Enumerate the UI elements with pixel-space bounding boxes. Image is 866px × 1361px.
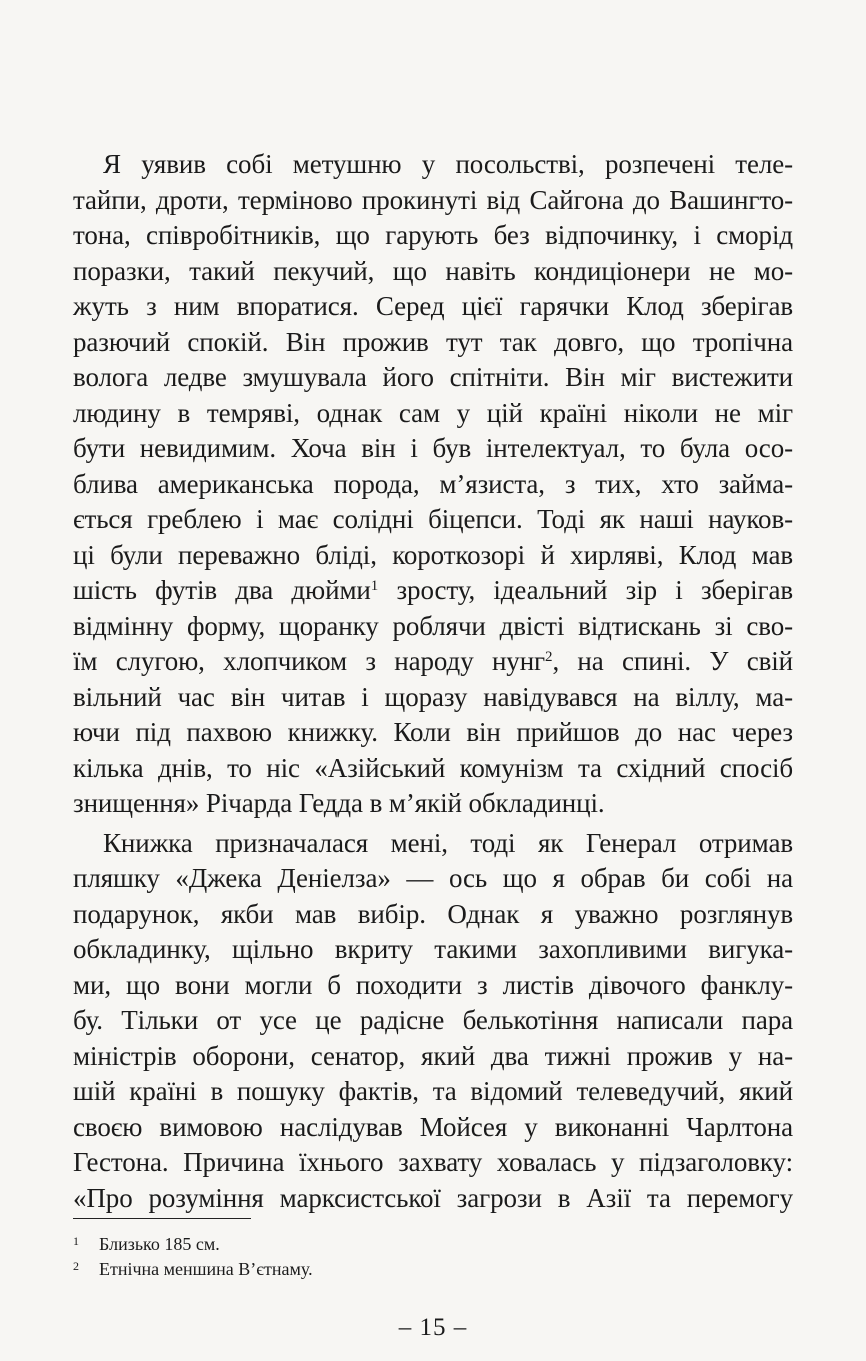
- text-line: [73, 573, 793, 609]
- text-line: подарунок, якби мав вибір. Однак я уважно розглянув: [73, 898, 793, 929]
- text-line: бу. Тільки от усе це радісне белькотіння написали пара: [73, 1005, 793, 1035]
- footnote-text: Близько 185 см.: [99, 1234, 220, 1254]
- text-line: бути невидимим. Хоча він і був інтелектуал, то була осо-: [73, 433, 793, 463]
- text-line: тона, співробітників, що гарують без відпочинку, і сморід: [73, 220, 793, 250]
- text-line: «Про розуміння марксистської загрози в Азії та перемогу: [73, 1182, 793, 1213]
- text-line: Гестона. Причина їхнього захвату ховалась у підзаголовку:: [73, 1147, 793, 1177]
- text-fragment: зросту, ідеальний зір і зберігав: [378, 575, 793, 605]
- footnote-number: 2: [73, 1259, 79, 1273]
- text-line: вільний час він читав і щоразу навідувався на віллу, ма-: [73, 681, 793, 712]
- footnote-divider: [73, 1218, 251, 1219]
- text-line: знищення» Річарда Гедда в м’якій обкладинці.: [73, 788, 605, 818]
- text-line: [73, 644, 793, 680]
- footnote-ref-2[interactable]: 2: [545, 649, 553, 665]
- text-line: ючи під пахвою книжку. Коли він прийшов до нас через: [73, 717, 793, 747]
- text-line: шій країні в пошуку фактів, та відомий телеведучий, який: [73, 1076, 793, 1106]
- text-line: блива американська порода, м’язиста, з тих, хто займа-: [73, 468, 793, 499]
- text-line: тайпи, дроти, терміново прокинуті від Сайгона до Вашингто-: [73, 184, 793, 215]
- text-line: Я уявив собі метушню у посольстві, розпечені теле-: [103, 149, 793, 179]
- text-line: ється греблею і має солідні біцепси. Тоді як наші науков-: [73, 504, 793, 534]
- footnote-text: Етнічна меншина В’єтнаму.: [99, 1259, 313, 1279]
- text-fragment: , на спині. У свій: [552, 646, 794, 676]
- text-line: волога ледве змушувала його спітніти. Він міг вистежити: [73, 362, 793, 392]
- text-line: людину в темряві, однак сам у цій країні ніколи не міг: [73, 397, 793, 428]
- paragraph-1: [73, 147, 793, 822]
- text-fragment: шість футів два дюйми: [73, 575, 371, 605]
- footnote-2: [73, 1257, 793, 1282]
- page-body: [73, 147, 793, 1216]
- text-line: обкладинку, щільно вкриту такими захопливими вигука-: [73, 934, 793, 964]
- text-fragment: їм слугою, хлопчиком з народу нунг: [73, 646, 546, 676]
- text-line: ми, що вони могли б походити з листів дівочого фанклу-: [73, 969, 793, 1000]
- text-line: пляшку «Джека Деніелза» — ось що я обрав би собі на: [73, 863, 793, 893]
- text-line: разючий спокій. Він прожив тут так довго, що тропічна: [73, 326, 793, 357]
- text-line: ці були переважно бліді, короткозорі й хирляві, Клод мав: [73, 539, 793, 570]
- text-line: відмінну форму, щоранку роблячи двісті відтискань зі сво-: [73, 610, 793, 641]
- footnote-number: 1: [73, 1234, 79, 1248]
- text-line: Книжка призначалася мені, тоді як Генерал отримав: [103, 827, 793, 858]
- footnotes: [73, 1232, 793, 1282]
- footnote-1: [73, 1232, 793, 1257]
- text-line: кілька днів, то ніс «Азійський комунізм та східний спосіб: [73, 752, 793, 783]
- page-number: – 15 –: [398, 1314, 468, 1341]
- text-line: своєю вимовою наслідував Мойсея у виконанні Чарлтона: [73, 1111, 793, 1142]
- text-line: поразки, такий пекучий, що навіть кондиціонери не мо-: [73, 255, 793, 286]
- footnote-ref-1[interactable]: 1: [370, 578, 379, 594]
- paragraph-2: [73, 826, 793, 1217]
- text-line: жуть з ним впоратися. Серед цієї гарячки Клод зберігав: [73, 291, 793, 321]
- text-line: міністрів оборони, сенатор, який два тижні прожив у на-: [73, 1040, 793, 1071]
